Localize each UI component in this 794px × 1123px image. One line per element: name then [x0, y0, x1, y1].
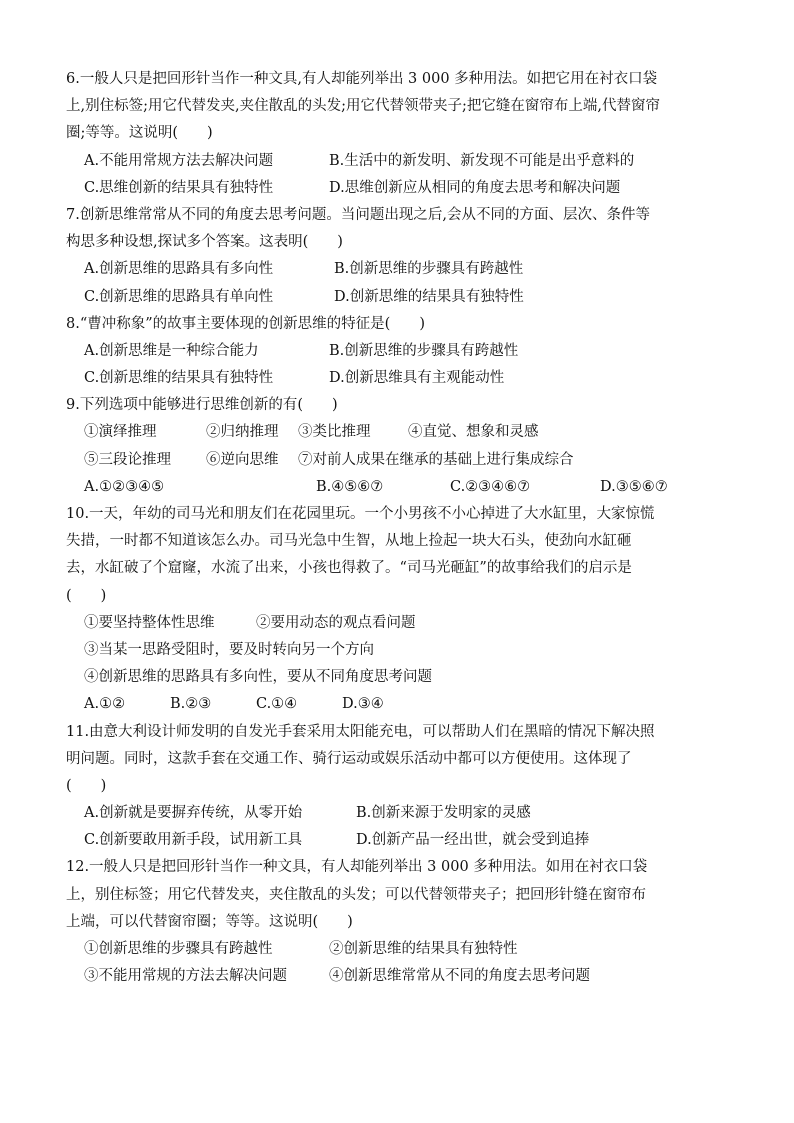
- option-c: C.思维创新的结果具有独特性: [84, 179, 274, 196]
- option-a: A.不能用常规方法去解决问题: [84, 152, 274, 169]
- question-12: [66, 854, 730, 990]
- option-c: C.创新思维的结果具有独特性: [84, 370, 274, 387]
- option-d: D.③④: [342, 696, 384, 713]
- item: ③不能用常规的方法去解决问题: [84, 968, 287, 985]
- option-row: [66, 148, 730, 175]
- option-row: [66, 365, 730, 392]
- item: ③类比推理: [298, 424, 371, 441]
- option-c: C.①④: [256, 696, 298, 713]
- question-stem-line: 6.一般人只是把回形针当作一种文具,有人却能列举出 3 000 多种用法。如把它用在衬衣口袋: [66, 71, 658, 87]
- option-d: D.创新思维的结果具有独特性: [334, 288, 524, 305]
- item: ②创新思维的结果具有独特性: [329, 941, 518, 957]
- item: ④直觉、想象和灵感: [408, 424, 539, 441]
- question-6: [66, 66, 730, 202]
- item-row: ③当某一思路受阻时，要及时转向另一个方向: [84, 641, 374, 658]
- option-d: D.③⑤⑥⑦: [600, 478, 668, 495]
- question-stem-line: 构思多种设想,探试多个答案。这表明( ): [66, 234, 343, 251]
- option-row: [66, 474, 730, 501]
- question-stem-line: 12.一般人只是把回形针当作一种文具，有人却能列举出 3 000 多种用法。如用在衬衣口袋: [66, 859, 648, 876]
- option-b: B.创新思维的步骤具有跨越性: [334, 261, 524, 278]
- option-a: A.①②: [84, 696, 126, 713]
- option-c: C.创新思维的思路具有单向性: [84, 288, 274, 305]
- question-stem-line: 去，水缸破了个窟窿，水流了出来，小孩也得救了。“司马光砸缸”的故事给我们的启示是: [66, 560, 632, 577]
- option-row: [66, 691, 730, 718]
- option-row: [66, 284, 730, 311]
- question-stem-line: 11.由意大利设计师发明的自发光手套采用太阳能充电，可以帮助人们在黑暗的情况下解决照: [66, 723, 655, 740]
- item: ⑥逆向思维: [206, 451, 279, 468]
- option-a: A.创新思维是一种综合能力: [84, 342, 259, 359]
- option-a: A.创新思维的思路具有多向性: [84, 261, 274, 278]
- question-7: [66, 202, 730, 311]
- option-d: D.创新思维具有主观能动性: [329, 370, 505, 387]
- question-11: [66, 719, 730, 855]
- item-row: [66, 419, 730, 446]
- question-stem-line: 圈;等等。这说明( ): [66, 125, 213, 142]
- option-row: [66, 338, 730, 365]
- question-stem-line: ( ): [66, 777, 107, 794]
- option-b: B.生活中的新发明、新发现不可能是出乎意料的: [329, 152, 635, 169]
- question-stem-line: 上，别住标签；用它代替发夹，夹住散乱的头发；可以代替领带夹子；把回形针缝在窗帘布: [66, 886, 646, 903]
- option-d: D.思维创新应从相同的角度去思考和解决问题: [329, 179, 621, 196]
- option-b: B.创新思维的步骤具有跨越性: [329, 342, 519, 359]
- option-row: [66, 175, 730, 202]
- item-row: [66, 610, 730, 637]
- question-stem-line: 9.下列选项中能够进行思维创新的有( ): [66, 397, 338, 414]
- option-c: C.创新要敢用新手段，试用新工具: [84, 832, 303, 849]
- item: ④创新思维常常从不同的角度去思考问题: [329, 968, 590, 985]
- question-stem-line: 上,别住标签;用它代替发夹,夹住散乱的头发;用它代替领带夹子;把它缝在窗帘布上端,代替窗帘: [66, 98, 660, 115]
- item: ①创新思维的步骤具有跨越性: [84, 941, 273, 957]
- question-stem-line: 8.“曹冲称象”的故事主要体现的创新思维的特征是( ): [66, 315, 425, 332]
- question-9: [66, 392, 730, 501]
- option-b: B.②③: [170, 696, 212, 713]
- item-row: ④创新思维的思路具有多向性，要从不同角度思考问题: [84, 669, 432, 686]
- item: ①演绎推理: [84, 424, 157, 441]
- item-row: [66, 936, 730, 963]
- item-row: [66, 963, 730, 990]
- option-b: B.创新来源于发明家的灵感: [356, 805, 531, 822]
- question-stem-line: 明问题。同时，这款手套在交通工作、骑行运动或娱乐活动中都可以方便使用。这体现了: [66, 750, 632, 767]
- item: ⑦对前人成果在继承的基础上进行集成综合: [298, 451, 574, 468]
- option-b: B.④⑤⑥⑦: [316, 478, 384, 495]
- question-stem-line: 10.一天，年幼的司马光和朋友们在花园里玩。一个小男孩不小心掉进了大水缸里，大家惊慌: [66, 506, 655, 522]
- question-stem-line: 上端，可以代替窗帘圈；等等。这说明( ): [66, 913, 353, 930]
- option-a: A.创新就是要摒弃传统，从零开始: [84, 805, 303, 822]
- option-row: [66, 800, 730, 827]
- option-c: C.②③④⑥⑦: [450, 478, 531, 495]
- question-stem-line: 7.创新思维常常从不同的角度去思考问题。当问题出现之后,会从不同的方面、层次、条件等: [66, 206, 650, 223]
- question-sheet: [66, 66, 730, 990]
- item: ②归纳推理: [206, 424, 279, 441]
- item: ②要用动态的观点看问题: [256, 614, 416, 631]
- option-d: D.创新产品一经出世，就会受到追捧: [356, 832, 590, 849]
- question-8: [66, 311, 730, 393]
- question-10: [66, 501, 730, 719]
- item: ①要坚持整体性思维: [84, 614, 215, 631]
- item-row: [66, 447, 730, 474]
- option-row: [66, 827, 730, 854]
- question-stem-line: 失措，一时都不知道该怎么办。司马光急中生智，从地上捡起一块大石头，使劲向水缸砸: [66, 533, 632, 550]
- question-stem-line: ( ): [66, 587, 107, 604]
- option-row: [66, 256, 730, 283]
- item: ⑤三段论推理: [84, 451, 171, 468]
- option-a: A.①②③④⑤: [84, 478, 165, 495]
